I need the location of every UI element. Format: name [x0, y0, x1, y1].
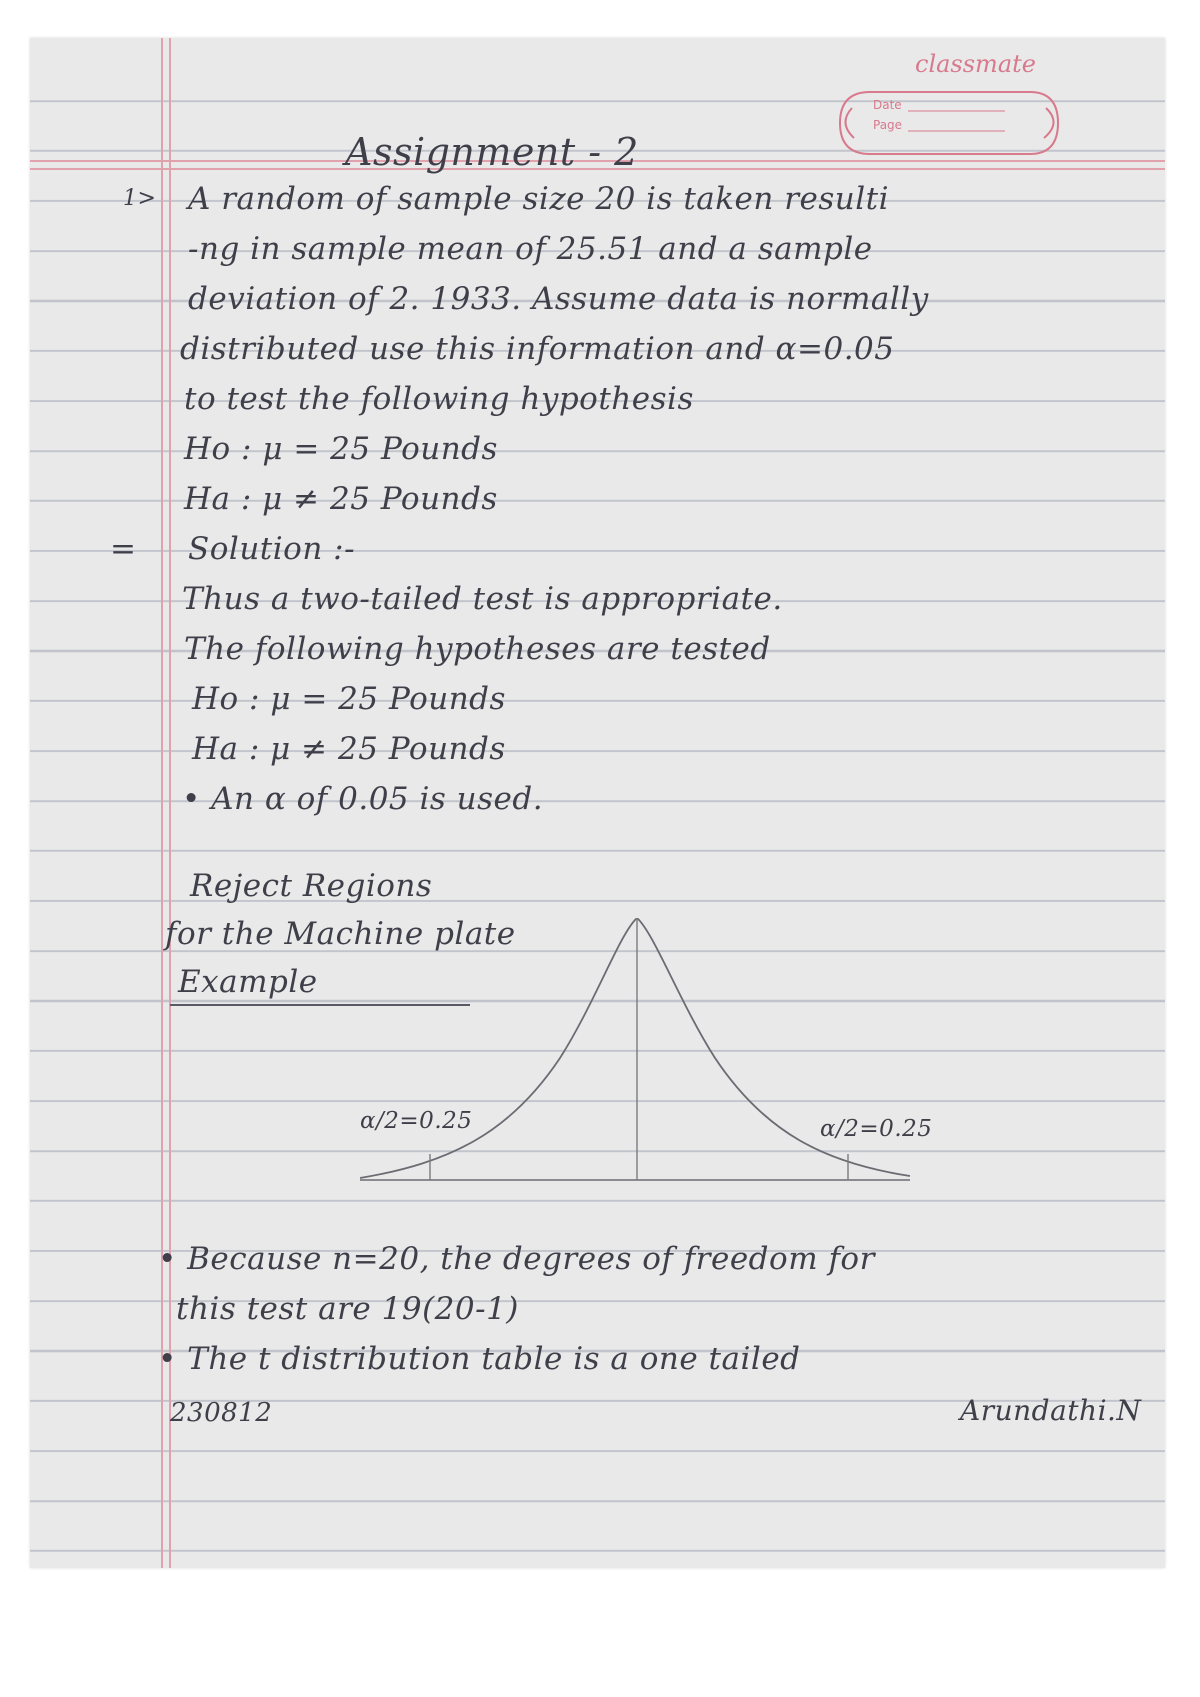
bullet-line-1: • Because n=20, the degrees of freedom for — [158, 1241, 875, 1277]
solution-line-2: The following hypotheses are tested — [184, 631, 771, 667]
margin-line-left — [161, 38, 163, 1568]
solution-marker: = — [110, 531, 137, 567]
question-hypothesis-alt: Ha : μ ≠ 25 Pounds — [184, 481, 498, 517]
solution-hypothesis-null: Ho : μ = 25 Pounds — [192, 681, 506, 717]
figure-caption-line-1: Reject Regions — [190, 868, 433, 904]
solution-hypothesis-alt: Ha : μ ≠ 25 Pounds — [192, 731, 506, 767]
question-line-5: to test the following hypothesis — [184, 381, 694, 417]
bullet-line-3: • The t distribution table is a one tailed — [158, 1341, 801, 1377]
signature: Arundathi.N — [960, 1394, 1142, 1427]
question-line-4: distributed use this information and α=0.05 — [180, 331, 895, 367]
page-title: Assignment - 2 — [345, 130, 639, 174]
question-number: 1> — [123, 186, 157, 211]
solution-alpha-line: • An α of 0.05 is used. — [182, 781, 544, 817]
page-label: Page — [873, 118, 903, 132]
left-tail-label: α/2=0.25 — [360, 1108, 473, 1134]
solution-heading: Solution :- — [188, 531, 356, 567]
figure-caption-line-2: for the Machine plate — [165, 916, 516, 952]
question-line-2: -ng in sample mean of 25.51 and a sample — [188, 231, 873, 267]
right-tail-label: α/2=0.25 — [820, 1116, 933, 1142]
margin-line-left-2 — [169, 38, 171, 1568]
question-line-3: deviation of 2. 1933. Assume data is normally — [188, 281, 929, 317]
question-hypothesis-null: Ho : μ = 25 Pounds — [184, 431, 498, 467]
roll-number: 230812 — [170, 1398, 273, 1428]
bullet-line-2: this test are 19(20-1) — [176, 1291, 519, 1327]
date-label: Date — [873, 98, 902, 112]
figure-caption-line-3: Example — [178, 964, 318, 1000]
brand-logo-text: classmate — [915, 50, 1036, 78]
notebook-page — [30, 38, 1165, 1568]
question-line-1: A random of sample size 20 is taken resulti — [188, 181, 890, 217]
date-page-stamp — [830, 78, 1070, 168]
solution-line-1: Thus a two-tailed test is appropriate. — [182, 581, 783, 617]
normal-distribution-sketch — [30, 918, 1165, 1258]
